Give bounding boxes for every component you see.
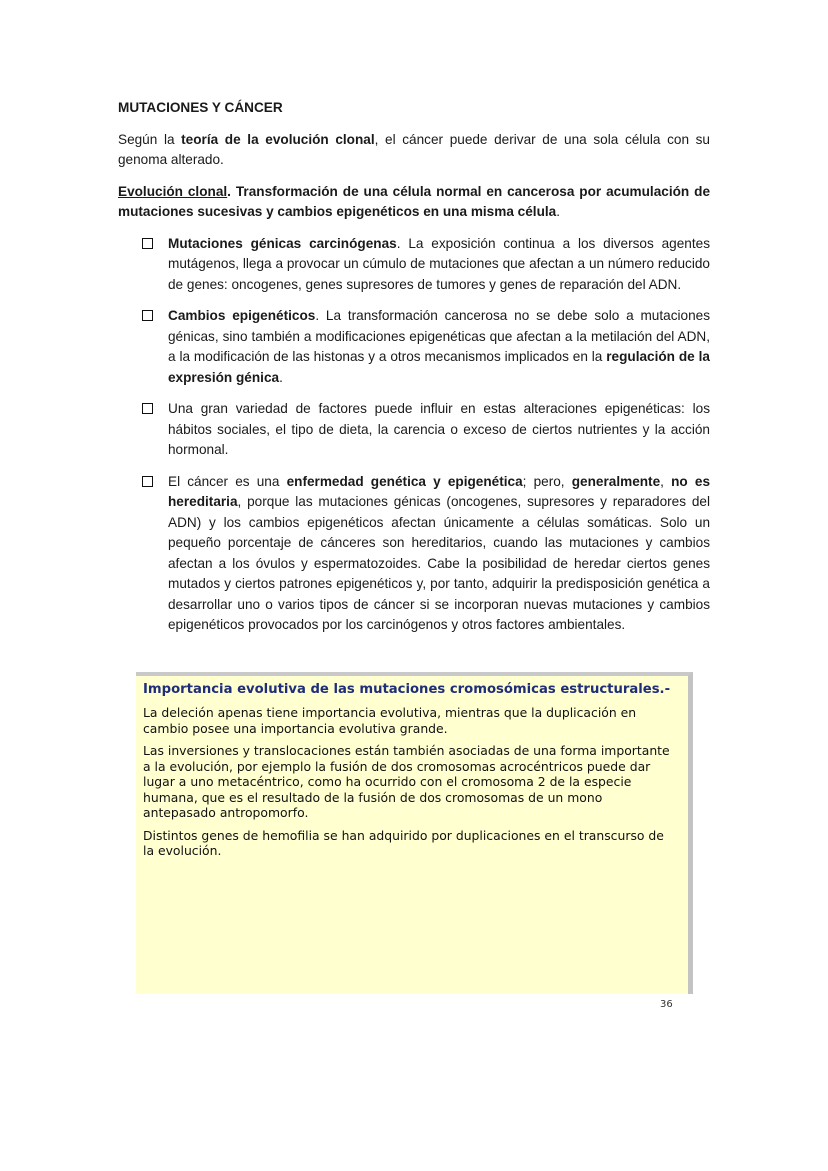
clonal-evolution-term: Evolución clonal bbox=[118, 183, 228, 199]
item-text: El cáncer es una bbox=[168, 473, 287, 489]
intro-bold-term: teoría de la evolución clonal bbox=[181, 131, 375, 147]
item-bold: enfermedad genética y epigenética bbox=[286, 473, 523, 489]
list-item bbox=[118, 234, 710, 296]
page-number: 36 bbox=[660, 999, 673, 1010]
info-box-paragraph: Las inversiones y translocaciones están también asociadas de una forma importante a la evolución, por ejemplo la fusión de dos cromosomas acrocéntricos puede dar lugar a uno metacéntrico, como ha ocurrido con el cromosoma 2 de la especie humana, que es el resultado de la fusión de dos cromosomas de un mono antepasado antropomorfo. bbox=[143, 743, 670, 820]
intro-paragraph bbox=[118, 130, 710, 171]
checkbox-bullet-icon bbox=[142, 238, 153, 249]
item-text: . La exposición continua a los diversos agentes mutágenos, llega a provocar un cúmulo de mutaciones que afectan a un número reducido de genes: oncogenes, genes supresores de tumores y genes de reparación del ADN. bbox=[168, 235, 710, 292]
item-text: Una gran variedad de factores puede influir en estas alteraciones epigenéticas: los hábitos sociales, el tipo de dieta, la carencia o exceso de ciertos nutrientes y la acción hormonal. bbox=[168, 401, 710, 457]
clonal-evolution-paragraph bbox=[118, 182, 710, 223]
checkbox-bullet-icon bbox=[142, 310, 153, 321]
item-text: , porque las mutaciones génicas (oncogenes, supresores y reparadores del ADN) y los cambios epigenéticos afectan únicamente a células somáticas. Solo un pequeño porcentaje de cánceres son hereditarios, cuando las mutaciones y cambios afectan a los óvulos y espermatozoides. Cabe la posibilidad de heredar ciertos genes mutados y ciertos patrones epigenéticos y, por tanto, adquirir la predisposición genética a desarrollar uno o varios tipos de cáncer si se incorporan nuevas mutaciones y cambios epigenéticos provocados por los carcinógenos y otros factores ambientales. bbox=[168, 494, 710, 632]
list-item bbox=[118, 472, 710, 636]
item-text: , bbox=[660, 473, 672, 489]
item-bold: generalmente bbox=[571, 473, 661, 489]
item-bold: no es hereditaria bbox=[168, 473, 711, 509]
info-box bbox=[136, 672, 693, 994]
checkbox-bullet-icon bbox=[142, 403, 153, 414]
list-item bbox=[118, 306, 710, 388]
info-box-paragraph: La deleción apenas tiene importancia evolutiva, mientras que la duplicación en cambio posee una importancia evolutiva grande. bbox=[143, 705, 637, 736]
item-bold: regulación de la expresión génica bbox=[168, 349, 710, 385]
page-title: MUTACIONES Y CÁNCER bbox=[118, 100, 283, 115]
document-body bbox=[118, 98, 710, 647]
item-text: . La transformación cancerosa no se debe solo a mutaciones génicas, sino también a modificaciones epigenéticas que afectan a la metilación del ADN, a la modificación de las histonas y a otros mecanismos implicados en la bbox=[168, 308, 710, 364]
info-box-title: Importancia evolutiva de las mutaciones cromosómicas estructurales.- bbox=[143, 682, 671, 697]
intro-text-end: , el cáncer puede derivar de una sola célula con su genoma alterado. bbox=[118, 131, 710, 167]
intro-text: Según la bbox=[118, 131, 182, 147]
item-text: ; pero, bbox=[522, 473, 572, 489]
clonal-evolution-end: . bbox=[556, 204, 560, 219]
item-text: . bbox=[279, 369, 283, 385]
clonal-evolution-definition: . Transformación de una célula normal en cancerosa por acumulación de mutaciones sucesivas y cambios epigenéticos en una misma célula bbox=[118, 183, 710, 219]
list-item bbox=[118, 399, 710, 461]
bullet-list bbox=[118, 234, 710, 636]
item-bold: Cambios epigenéticos bbox=[168, 308, 316, 323]
item-bold: Mutaciones génicas carcinógenas bbox=[168, 235, 397, 251]
checkbox-bullet-icon bbox=[142, 476, 153, 487]
info-box-paragraph: Distintos genes de hemofilia se han adquirido por duplicaciones en el transcurso de la evolución. bbox=[143, 827, 664, 858]
